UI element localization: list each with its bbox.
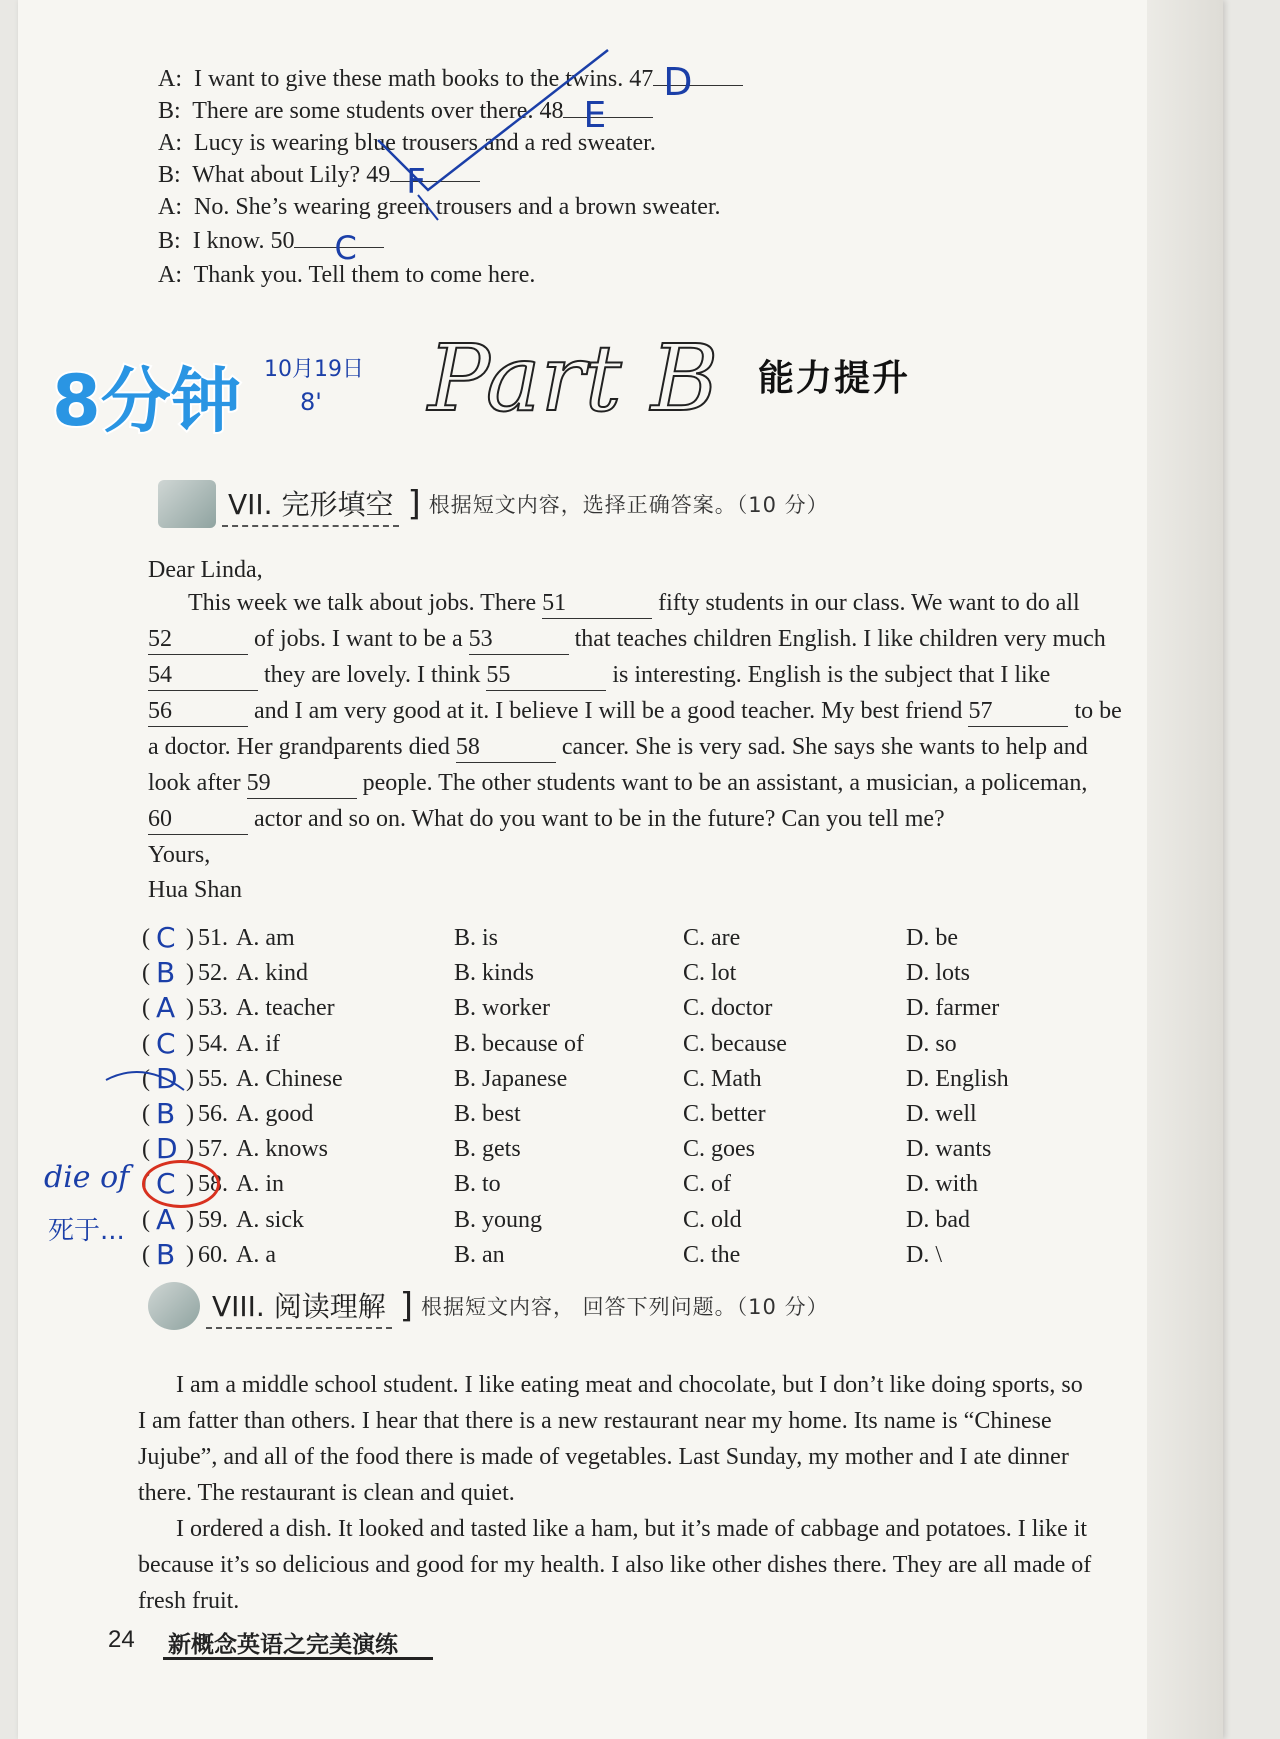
section-8-instruction: 根据短文内容， 回答下列问题。（10 分） [421, 1295, 829, 1319]
reading-line: Jujube”, and all of the food there is made of vegetables. Last Sunday, my mother and I ate dinner [138, 1444, 1069, 1470]
paren: ( [142, 1136, 150, 1163]
handwritten-answer: C [156, 921, 176, 954]
letter-line: 60 actor and so on. What do you want to be in the future? Can you tell me? [148, 804, 945, 835]
question-number: 58. [198, 1171, 228, 1198]
dialogue-line: B: What about Lily? 49 F [158, 160, 480, 190]
paren: ) [186, 1241, 194, 1268]
paren: ( [142, 1065, 150, 1092]
page-number: 24 [108, 1626, 135, 1653]
option-b: B. is [454, 925, 499, 951]
option-b: B. to [454, 1171, 501, 1198]
section-7-title: VII. 完形填空 [222, 481, 399, 527]
section-8-header: VIII. 阅读理解 ] 根据短文内容， 回答下列问题。（10 分） [148, 1282, 829, 1330]
handwritten-answer: B [156, 1237, 176, 1271]
option-d: D. bad [906, 1206, 970, 1233]
option-d: D. well [906, 1101, 977, 1127]
handwritten-answer: C [156, 1026, 176, 1060]
section-7-instruction: 根据短文内容，选择正确答案。（10 分） [428, 493, 829, 517]
section-7-header: VII. 完形填空 ] 根据短文内容，选择正确答案。（10 分） [158, 480, 829, 528]
globe-icon [148, 1282, 200, 1330]
handwritten-answer: D [156, 1061, 178, 1095]
paren: ) [186, 1206, 194, 1233]
option-b: B. Japanese [454, 1065, 568, 1092]
option-c: C. goes [683, 1136, 755, 1163]
paren: ( [142, 1171, 150, 1198]
option-a: A. teacher [236, 995, 335, 1022]
adjacent-page-edge [1147, 0, 1223, 1739]
option-a: A. am [236, 925, 295, 951]
option-d: D. lots [906, 960, 971, 987]
question-number: 60. [198, 1241, 228, 1268]
option-b: B. because of [454, 1030, 584, 1057]
option-a: A. kind [236, 960, 308, 987]
letter-signature: Hua Shan [148, 877, 242, 903]
option-b: B. best [454, 1101, 521, 1127]
option-d: D. farmer [906, 995, 1000, 1022]
option-c: C. old [683, 1206, 742, 1233]
reading-line: there. The restaurant is clean and quiet. [138, 1480, 515, 1506]
letter-line: look after 59 people. The other students want to be an assistant, a musician, a policeman, [148, 768, 1087, 799]
handwritten-answer: A [156, 991, 176, 1025]
margin-note-die-of: die of [44, 1160, 130, 1195]
option-c: C. the [683, 1241, 741, 1268]
reading-line: I am fatter than others. I hear that there is a new restaurant near my home. Its name is “Chinese [138, 1408, 1052, 1434]
option-a: A. knows [236, 1136, 329, 1163]
option-c: C. of [683, 1171, 731, 1198]
option-c: C. are [683, 925, 741, 951]
reading-line: I ordered a dish. It looked and tasted like a ham, but it’s made of cabbage and potatoes. I like it [176, 1516, 1088, 1542]
dialogue-line: B: I know. 50 C [158, 226, 384, 256]
handwritten-answer: C [156, 1167, 176, 1201]
paren: ) [186, 925, 194, 951]
question-number: 57. [198, 1136, 228, 1163]
option-d: D. wants [906, 1136, 992, 1163]
option-d: D. so [906, 1030, 957, 1057]
question-number: 54. [198, 1030, 228, 1057]
letter-line: This week we talk about jobs. There 51 fifty students in our class. We want to do all [188, 588, 1080, 619]
paren: ( [142, 925, 150, 951]
paren: ( [142, 1101, 150, 1127]
paren: ) [186, 1136, 194, 1163]
letter-line: a doctor. Her grandparents died 58 cancer. She is very sad. She says she wants to help and [148, 732, 1088, 763]
option-a: A. good [236, 1101, 314, 1127]
footer-rule [163, 1657, 433, 1660]
paren: ) [186, 1030, 194, 1057]
option-a: A. if [236, 1030, 280, 1057]
question-number: 52. [198, 960, 228, 987]
question-number: 53. [198, 995, 228, 1022]
handwritten-answer: B [156, 956, 176, 990]
question-number: 56. [198, 1101, 228, 1127]
question-number: 55. [198, 1065, 228, 1092]
option-a: A. sick [236, 1206, 304, 1233]
handwritten-time: 8' [300, 388, 322, 416]
question-number: 59. [198, 1206, 228, 1233]
dialogue-line: B: There are some students over there. 48 E [158, 96, 653, 126]
workbook-page [18, 0, 1223, 1739]
option-c: C. better [683, 1101, 766, 1127]
letter-line: 52 of jobs. I want to be a 53 that teaches children English. I like children very much [148, 624, 1106, 655]
paren: ) [186, 995, 194, 1022]
arrow-stroke [104, 1060, 194, 1110]
timing-badge: 8分钟 [52, 360, 241, 442]
check-mark-strokes [318, 40, 618, 240]
letter-line: 54 they are lovely. I think 55 is interesting. English is the subject that I like [148, 660, 1050, 691]
paren: ) [186, 960, 194, 987]
section-8-title: VIII. 阅读理解 [206, 1283, 392, 1329]
letter-line: 56 and I am very good at it. I believe I will be a good teacher. My best friend 57 to be [148, 696, 1122, 727]
dialogue-line: A: Thank you. Tell them to come here. [158, 262, 536, 288]
option-d: D. English [906, 1065, 1009, 1092]
letter-closing: Yours, [148, 842, 211, 868]
option-a: A. a [236, 1241, 276, 1268]
option-c: C. doctor [683, 995, 773, 1022]
option-b: B. gets [454, 1136, 521, 1163]
paren: ) [186, 1065, 194, 1092]
handwritten-answer: D [156, 1132, 178, 1166]
dialogue-line: A: No. She’s wearing green trousers and a brown sweater. [158, 194, 721, 220]
reading-line: because it’s so delicious and good for my health. I also like other dishes there. They are all made of [138, 1552, 1092, 1578]
reading-line: fresh fruit. [138, 1588, 240, 1614]
part-title: Part B [428, 325, 719, 432]
option-a: A. Chinese [236, 1065, 343, 1092]
paren: ( [142, 1241, 150, 1268]
option-c: C. because [683, 1030, 787, 1057]
paren: ( [142, 995, 150, 1022]
option-b: B. worker [454, 995, 550, 1022]
option-d: D. \ [906, 1241, 942, 1268]
option-c: C. Math [683, 1065, 762, 1092]
paren: ) [186, 1101, 194, 1127]
handwritten-answer: A [156, 1202, 176, 1236]
letter-salutation: Dear Linda, [148, 557, 263, 583]
option-d: D. with [906, 1171, 978, 1198]
paren: ( [142, 960, 150, 987]
question-number: 51. [198, 925, 228, 951]
paren: ) [186, 1171, 194, 1198]
handwritten-date: 10月19日 [264, 357, 364, 382]
margin-note-chinese: 死于... [48, 1216, 125, 1246]
handwritten-answer: B [156, 1097, 176, 1130]
option-b: B. young [454, 1206, 543, 1233]
part-subtitle: 能力提升 [758, 358, 911, 399]
paren: ( [142, 1206, 150, 1233]
option-b: B. kinds [454, 960, 535, 987]
book-title: 新概念英语之完美演练 [168, 1632, 398, 1658]
paren: ( [142, 1030, 150, 1057]
option-d: D. be [906, 925, 958, 951]
pen-icon [158, 480, 216, 528]
dialogue-line: A: Lucy is wearing blue trousers and a red sweater. [158, 130, 656, 156]
red-circle-mark [142, 1160, 220, 1208]
option-b: B. an [454, 1241, 505, 1268]
option-a: A. in [236, 1171, 284, 1198]
reading-line: I am a middle school student. I like eating meat and chocolate, but I don’t like doing sports, so [176, 1372, 1083, 1398]
dialogue-line: A: I want to give these math books to the twins. 47 D [158, 64, 743, 94]
option-c: C. lot [683, 960, 737, 987]
